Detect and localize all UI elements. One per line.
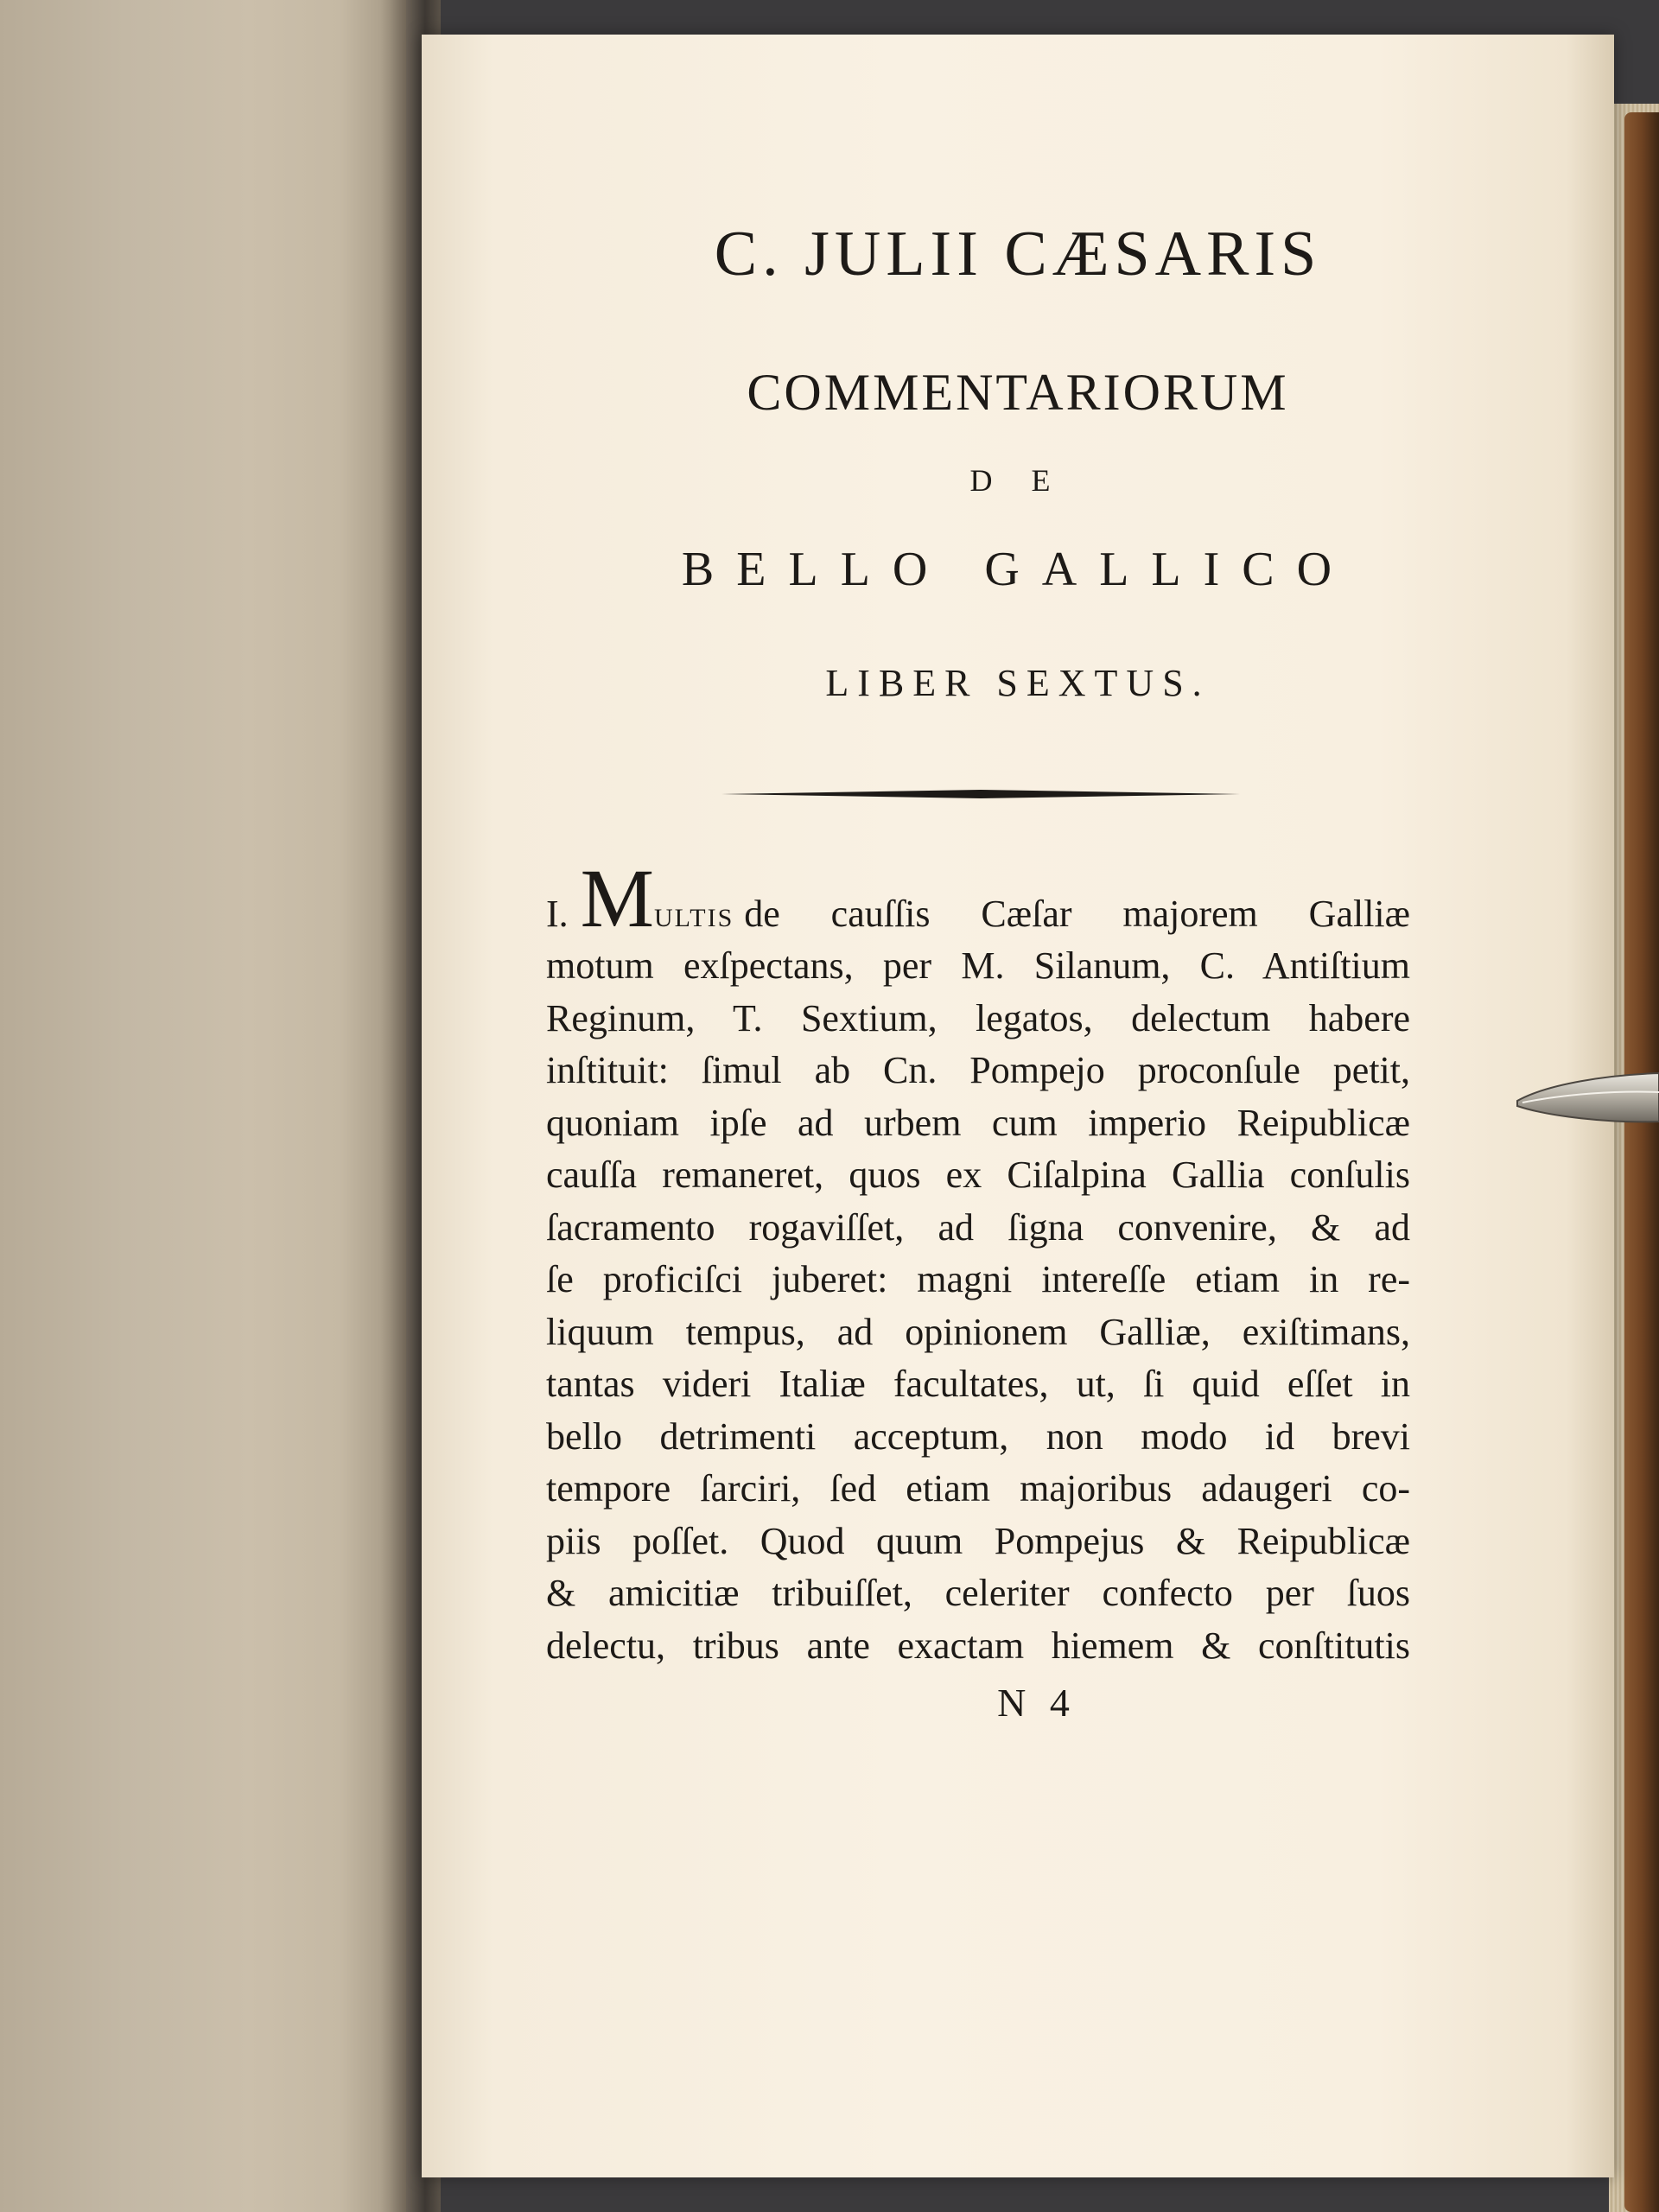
text-line: inſtituit: ſimul ab Cn. Pompejo proconſule petit, [546, 1049, 1410, 1091]
text-line: ſacramento rogaviſſet, ad ſigna convenire, & ad [546, 1205, 1410, 1249]
title-line-4: BELLO GALLICO [681, 543, 1355, 596]
text-line: piis poſſet. Quod quum Pompejus & Reipublicæ [546, 1519, 1410, 1562]
title-line-3: D E [969, 463, 1066, 498]
ornamental-rule [721, 789, 1240, 799]
first-line [546, 852, 1410, 944]
text-line: & amicitiæ tribuiſſet, celeriter confecto per ſuos [546, 1572, 1410, 1614]
text-line: Reginum, T. Sextium, legatos, delectum habere [546, 996, 1410, 1039]
text-line: quoniam ipſe ad urbem cum imperio Reipublicæ [546, 1101, 1410, 1144]
title-line-1: C. JULII CÆSARIS [714, 219, 1322, 289]
first-line-rest: de cauſſis Cæſar majorem Galliæ [744, 893, 1410, 935]
left-facing-page [0, 0, 415, 2212]
drop-cap: M [580, 852, 655, 944]
text-line: tempore ſarciri, ſed etiam majoribus adaugeri co- [546, 1467, 1410, 1510]
text-line: liquum tempus, ad opinionem Galliæ, exiſtimans, [546, 1310, 1410, 1353]
text-line: cauſſa remaneret, quos ex Ciſalpina Gallia conſulis [546, 1154, 1410, 1196]
signature-mark: N 4 [997, 1681, 1077, 1725]
first-word-rest: ULTIS [654, 904, 734, 932]
page-clip [1514, 1071, 1659, 1127]
title-line-5: LIBER SEXTUS. [825, 662, 1211, 704]
text-line: tantas videri Italiæ facultates, ut, ſi quid eſſet in [546, 1363, 1410, 1405]
chapter-number: I. [546, 893, 569, 935]
leather-binding [1624, 112, 1659, 2212]
chapter-text [546, 852, 1410, 1672]
text-line: delectu, tribus ante exactam hiemem & conſtitutis [546, 1624, 1410, 1667]
text-line: motum exſpectans, per M. Silanum, C. Antiſtium [546, 944, 1410, 987]
title-line-2: COMMENTARIORUM [747, 364, 1289, 421]
text-line: ſe proficiſci juberet: magni intereſſe etiam in re- [546, 1258, 1410, 1300]
text-line: bello detrimenti acceptum, non modo id brevi [546, 1414, 1410, 1458]
